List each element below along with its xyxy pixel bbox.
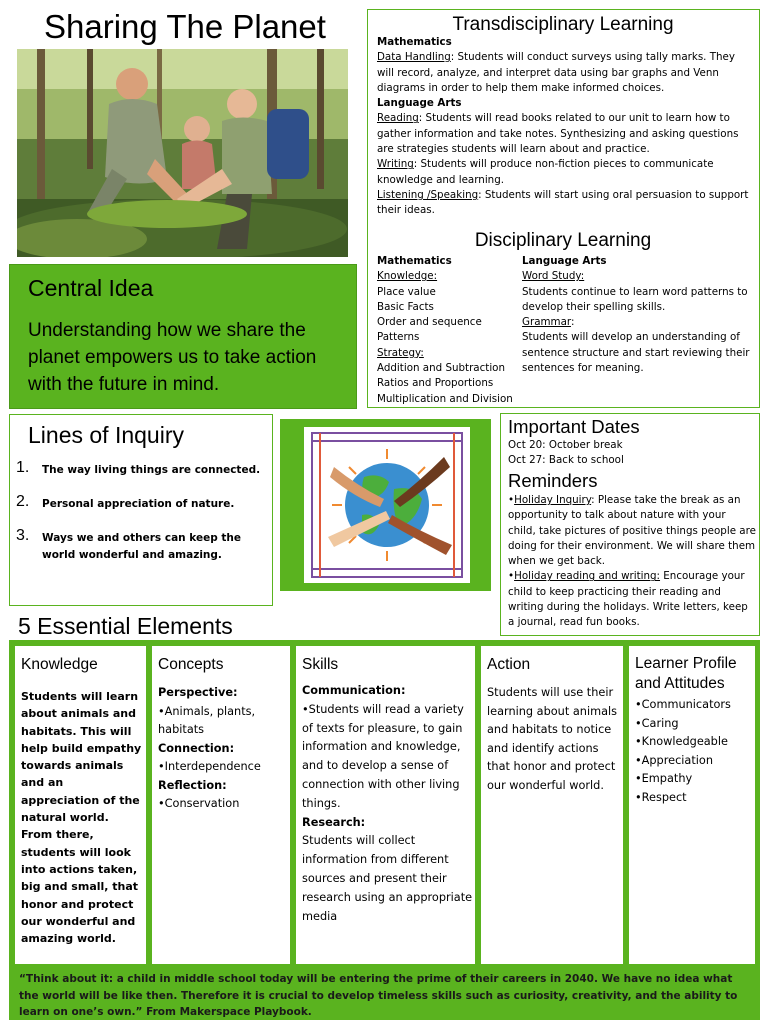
reflection-label: Reflection: [158, 778, 227, 792]
trans-listening [377, 188, 753, 219]
reflection-text: •Conservation [158, 797, 240, 810]
globe-hands-illustration [304, 427, 470, 583]
disc-lang-heading: Language Arts [522, 255, 607, 267]
trans-math-heading: Mathematics [377, 36, 452, 48]
reminders-heading: Reminders [508, 470, 598, 491]
date-item: Oct 20: October break [508, 439, 623, 451]
connection-text: •Interdependence [158, 760, 261, 773]
knowledge-label: Knowledge: [377, 270, 438, 283]
page-title: Sharing The Planet [44, 8, 326, 45]
forest-photo [17, 49, 348, 257]
trans-reading [377, 111, 753, 157]
grammar-label: Grammar [522, 316, 571, 329]
listening-label: Listening /Speaking [377, 188, 479, 201]
research-text: Students will collect information from different sources and present their research using an appropriate media [302, 834, 473, 923]
reading-label: Reading [377, 112, 419, 125]
knowledge-heading: Knowledge [21, 656, 98, 673]
communication-label: Communication: [302, 684, 406, 697]
disc-math-heading: Mathematics [377, 255, 452, 267]
globe-hands-image [304, 427, 470, 583]
learner-profile-item: •Communicators [635, 698, 731, 711]
trans-writing [377, 157, 753, 188]
reminder-label: Holiday reading and writing: [514, 570, 661, 583]
trans-lang-heading: Language Arts [377, 97, 462, 110]
connection-label: Connection: [158, 741, 235, 755]
skills-body [302, 682, 474, 926]
dates-list [508, 438, 756, 469]
bullet: • [508, 570, 515, 583]
transdisciplinary-body [377, 35, 753, 219]
inquiry-text: Ways we and others can keep the world wonderful and amazing. [42, 532, 242, 561]
quote-text: “Think about it: a child in middle school today will be entering the prime of their careers in 2040. We have no idea what the world will be like then. Therefore it is crucial to develop timeless skills such as curiosity, creativity, and the ability to learn on one’s own.” From Makerspace Playbook. [19, 973, 738, 1018]
listening-text: : Students will start using oral persuasion to support their ideas. [377, 188, 749, 217]
reminder-label: Holiday Inquiry [514, 494, 592, 506]
trans-data-handling [377, 50, 753, 96]
learner-profile-heading: Learner Profile and Attitudes [635, 655, 737, 692]
globe-picture-frame [280, 419, 491, 591]
data-handling-label: Data Handling [377, 51, 451, 64]
reminder-item [508, 569, 756, 630]
learner-profile-column [629, 646, 755, 964]
reminder-text: : Please take the break as an opportunity to talk about nature with your child, take pictures of positive things people are doing for their environment. We will share them when we get back. [508, 494, 756, 568]
knowledge-column [15, 646, 146, 964]
concepts-body [158, 684, 288, 814]
knowledge-item: Basic Facts [377, 300, 434, 313]
perspective-text: •Animals, plants, habitats [158, 704, 256, 736]
research-label: Research: [302, 815, 366, 829]
grammar-line [522, 315, 754, 330]
data-handling-text: : Students will conduct surveys using tally marks. They will record, analyze, and interpret data using bar graphs and Venn diagrams in order to help them make informed choices. [377, 51, 735, 94]
central-idea-panel [9, 264, 357, 409]
strategy-item: Addition and Subtraction [377, 362, 506, 375]
reminder-text: Encourage your child to keep practicing their reading and writing during the holidays. Write letters, keep a journal, read fun books. [508, 570, 748, 629]
word-study-text: Students continue to learn word patterns to develop their spelling skills. [522, 285, 748, 313]
knowledge-item: Patterns [377, 331, 420, 344]
skills-column [296, 646, 475, 964]
reminder-item [508, 493, 756, 569]
dates-reminders-panel [500, 413, 760, 636]
action-heading: Action [487, 656, 531, 673]
important-dates-heading: Important Dates [508, 416, 640, 437]
reading-text: : Students will read books related to our unit to learn how to gather information and take notes. Synthesizing and asking questions are strategies students will learn about and practice. [377, 112, 739, 156]
strategy-item: Multiplication and Division [377, 392, 513, 405]
inquiry-number: 3. [16, 527, 30, 544]
learner-profile-item: •Respect [635, 790, 687, 804]
communication-text: •Students will read a variety of texts for pleasure, to gain information and knowledge, and to develop a sense of connection with other living things. [302, 702, 464, 810]
learning-panel [367, 9, 760, 408]
concepts-column [152, 646, 290, 964]
inquiry-text: The way living things are connected. [42, 464, 261, 476]
essential-elements-heading: 5 Essential Elements [18, 613, 233, 639]
knowledge-item: Place value [377, 285, 436, 298]
grammar-colon: : [570, 316, 575, 329]
inquiry-text: Personal appreciation of nature. [42, 498, 235, 510]
learner-profile-list [635, 696, 755, 807]
quote-banner [9, 968, 760, 1020]
transdisciplinary-heading: Transdisciplinary Learning [452, 14, 674, 35]
date-item: Oct 27: Back to school [508, 454, 624, 467]
inquiry-number: 2. [16, 493, 30, 510]
action-text: Students will use their learning about animals and habitats to notice and identify actions that honor and protect our wonderful world. [487, 686, 618, 792]
inquiry-number: 1. [16, 459, 30, 476]
lines-of-inquiry-heading: Lines of Inquiry [28, 422, 184, 448]
disciplinary-heading: Disciplinary Learning [474, 230, 652, 251]
lines-of-inquiry-panel [9, 414, 273, 606]
knowledge-text: Students will learn about animals and habitats. This will help build empathy towards animals and an appreciation of the natural world. From there, students will look into actions taken, big and small, that honor and protect our wonderful and amazing world. [21, 690, 142, 946]
learner-profile-item: •Empathy [635, 772, 693, 785]
knowledge-item: Order and sequence [377, 316, 482, 329]
bullet: • [508, 494, 515, 506]
word-study-label: Word Study: [522, 270, 585, 283]
learner-profile-item: •Appreciation [635, 753, 713, 767]
learner-profile-item: •Knowledgeable [635, 735, 728, 748]
disciplinary-math-column [377, 254, 517, 407]
grammar-text: Students will develop an understanding of sentence structure and start reviewing their sentences for meaning. [522, 331, 750, 375]
writing-label: Writing [377, 158, 414, 171]
disciplinary-lang-column [522, 254, 754, 376]
concepts-heading: Concepts [158, 656, 224, 673]
learner-profile-item: •Caring [635, 716, 679, 730]
strategy-label: Strategy: [377, 346, 424, 359]
essential-elements-panel [9, 640, 760, 968]
perspective-label: Perspective: [158, 686, 238, 699]
forest-photo-illustration [17, 49, 348, 257]
strategy-item: Ratios and Proportions [377, 377, 494, 390]
action-column [481, 646, 623, 964]
skills-heading: Skills [302, 656, 339, 673]
central-idea-heading: Central Idea [28, 275, 154, 301]
central-idea-text: Understanding how we share the planet empowers us to take action with the future in mind. [28, 320, 317, 395]
reminders-list [508, 493, 756, 631]
writing-text: : Students will produce non-fiction pieces to communicate knowledge and learning. [377, 158, 714, 186]
